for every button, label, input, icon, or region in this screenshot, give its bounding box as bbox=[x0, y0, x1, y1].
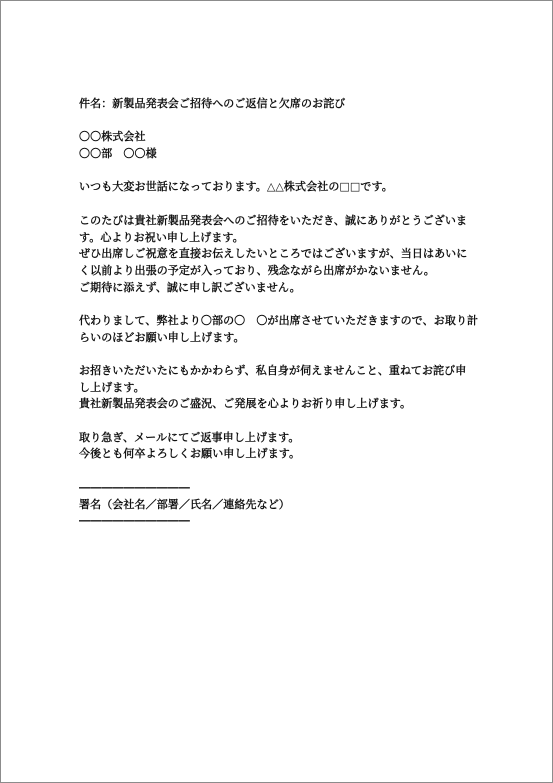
paragraph3-line: し上げます。 bbox=[79, 380, 145, 394]
recipient-person: 〇〇部 〇〇様 bbox=[79, 147, 157, 161]
spacer bbox=[79, 463, 479, 480]
closing-line: 今後とも何卒よろしくお願い申し上げます。 bbox=[79, 447, 301, 461]
paragraph3-line: お招きいただいたにもかかわらず、私自身が伺えませんこと、重ねてお詫び申 bbox=[79, 364, 467, 377]
paragraph1-line: く以前より出張の予定が入っており、残念ながら出席がかないません。 bbox=[79, 263, 435, 277]
signature-rule-top: ―――――――――― bbox=[79, 480, 190, 494]
greeting-line: いつも大変お世話になっております。△△株式会社の□□です。 bbox=[79, 180, 393, 194]
spacer bbox=[79, 346, 479, 363]
paragraph1-line: このたびは貴社新製品発表会へのご招待をいただき、誠にありがとうございま bbox=[79, 213, 468, 227]
spacer bbox=[79, 113, 479, 130]
signature-label: 署名（会社名／部署／氏名／連絡先など） bbox=[79, 497, 290, 511]
closing-line: 取り急ぎ、メールにてご返事申し上げます。 bbox=[79, 430, 300, 444]
spacer bbox=[79, 413, 479, 430]
paragraph2-line: 代わりまして、弊社より〇部の〇 〇が出席させていただきますので、お取り計 bbox=[79, 313, 479, 327]
signature-rule-bottom: ―――――――――― bbox=[79, 514, 190, 528]
paragraph1-line: ぜひ出席しご祝意を直接お伝えしたいところではございますが、当日はあいに bbox=[79, 247, 468, 261]
spacer bbox=[79, 196, 479, 213]
paragraph1-line: す。心よりお祝い申し上げます。 bbox=[79, 230, 244, 244]
email-body bbox=[79, 96, 479, 530]
recipient-company: 〇〇株式会社 bbox=[79, 130, 146, 144]
spacer bbox=[79, 163, 479, 180]
paragraph3-line: 貴社新製品発表会のご盛況、ご発展を心よりお祈り申し上げます。 bbox=[79, 397, 412, 411]
paragraph2-line: らいのほどお願い申し上げます。 bbox=[79, 330, 245, 344]
spacer bbox=[79, 296, 479, 313]
subject-line: 件名：新製品発表会ご招待へのご返信と欠席のお詫び bbox=[79, 97, 346, 110]
paragraph1-line: ご期待に添えず、誠に申し訳ございません。 bbox=[79, 280, 301, 294]
